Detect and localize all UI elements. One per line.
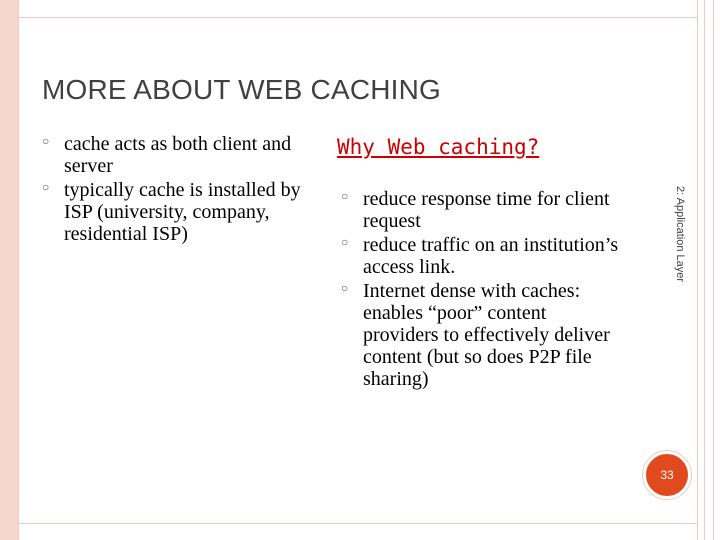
frame-top-line xyxy=(18,17,698,18)
frame-left-band xyxy=(0,0,18,540)
frame-right-inner-line xyxy=(704,0,714,540)
open-circle-bullet-icon: ○ xyxy=(42,180,50,194)
right-column xyxy=(341,188,623,390)
right-bullet-item xyxy=(341,188,623,232)
frame-bottom-line xyxy=(18,523,698,524)
right-bullet-text: Internet dense with caches: enables “poor” content providers to effectively deliver content (but so does P2P file sharing) xyxy=(363,280,610,390)
slide-title: MORE ABOUT WEB CACHING xyxy=(42,74,442,105)
frame-right-band xyxy=(697,0,720,540)
left-bullet-item xyxy=(42,133,329,177)
right-bullet-list xyxy=(341,188,623,390)
why-web-caching-heading: Why Web caching? xyxy=(337,135,540,159)
open-circle-bullet-icon: ○ xyxy=(341,189,349,203)
right-bullet-text: reduce traffic on an institution’s access link. xyxy=(363,234,619,278)
side-footer-label: 2: Application Layer xyxy=(674,186,686,283)
left-bullet-list xyxy=(42,133,329,245)
open-circle-bullet-icon: ○ xyxy=(341,281,349,295)
open-circle-bullet-icon: ○ xyxy=(42,134,50,148)
left-column xyxy=(42,133,329,245)
left-bullet-text: cache acts as both client and server xyxy=(64,133,292,177)
page-number-badge: 33 xyxy=(643,451,691,499)
right-bullet-item xyxy=(341,234,623,278)
frame-left-line xyxy=(18,0,19,540)
right-bullet-text: reduce response time for client request xyxy=(363,188,610,232)
open-circle-bullet-icon: ○ xyxy=(341,235,349,249)
right-bullet-item xyxy=(341,280,623,390)
left-bullet-item xyxy=(42,179,329,245)
left-bullet-text: typically cache is installed by ISP (university, company, residential ISP) xyxy=(64,179,301,245)
